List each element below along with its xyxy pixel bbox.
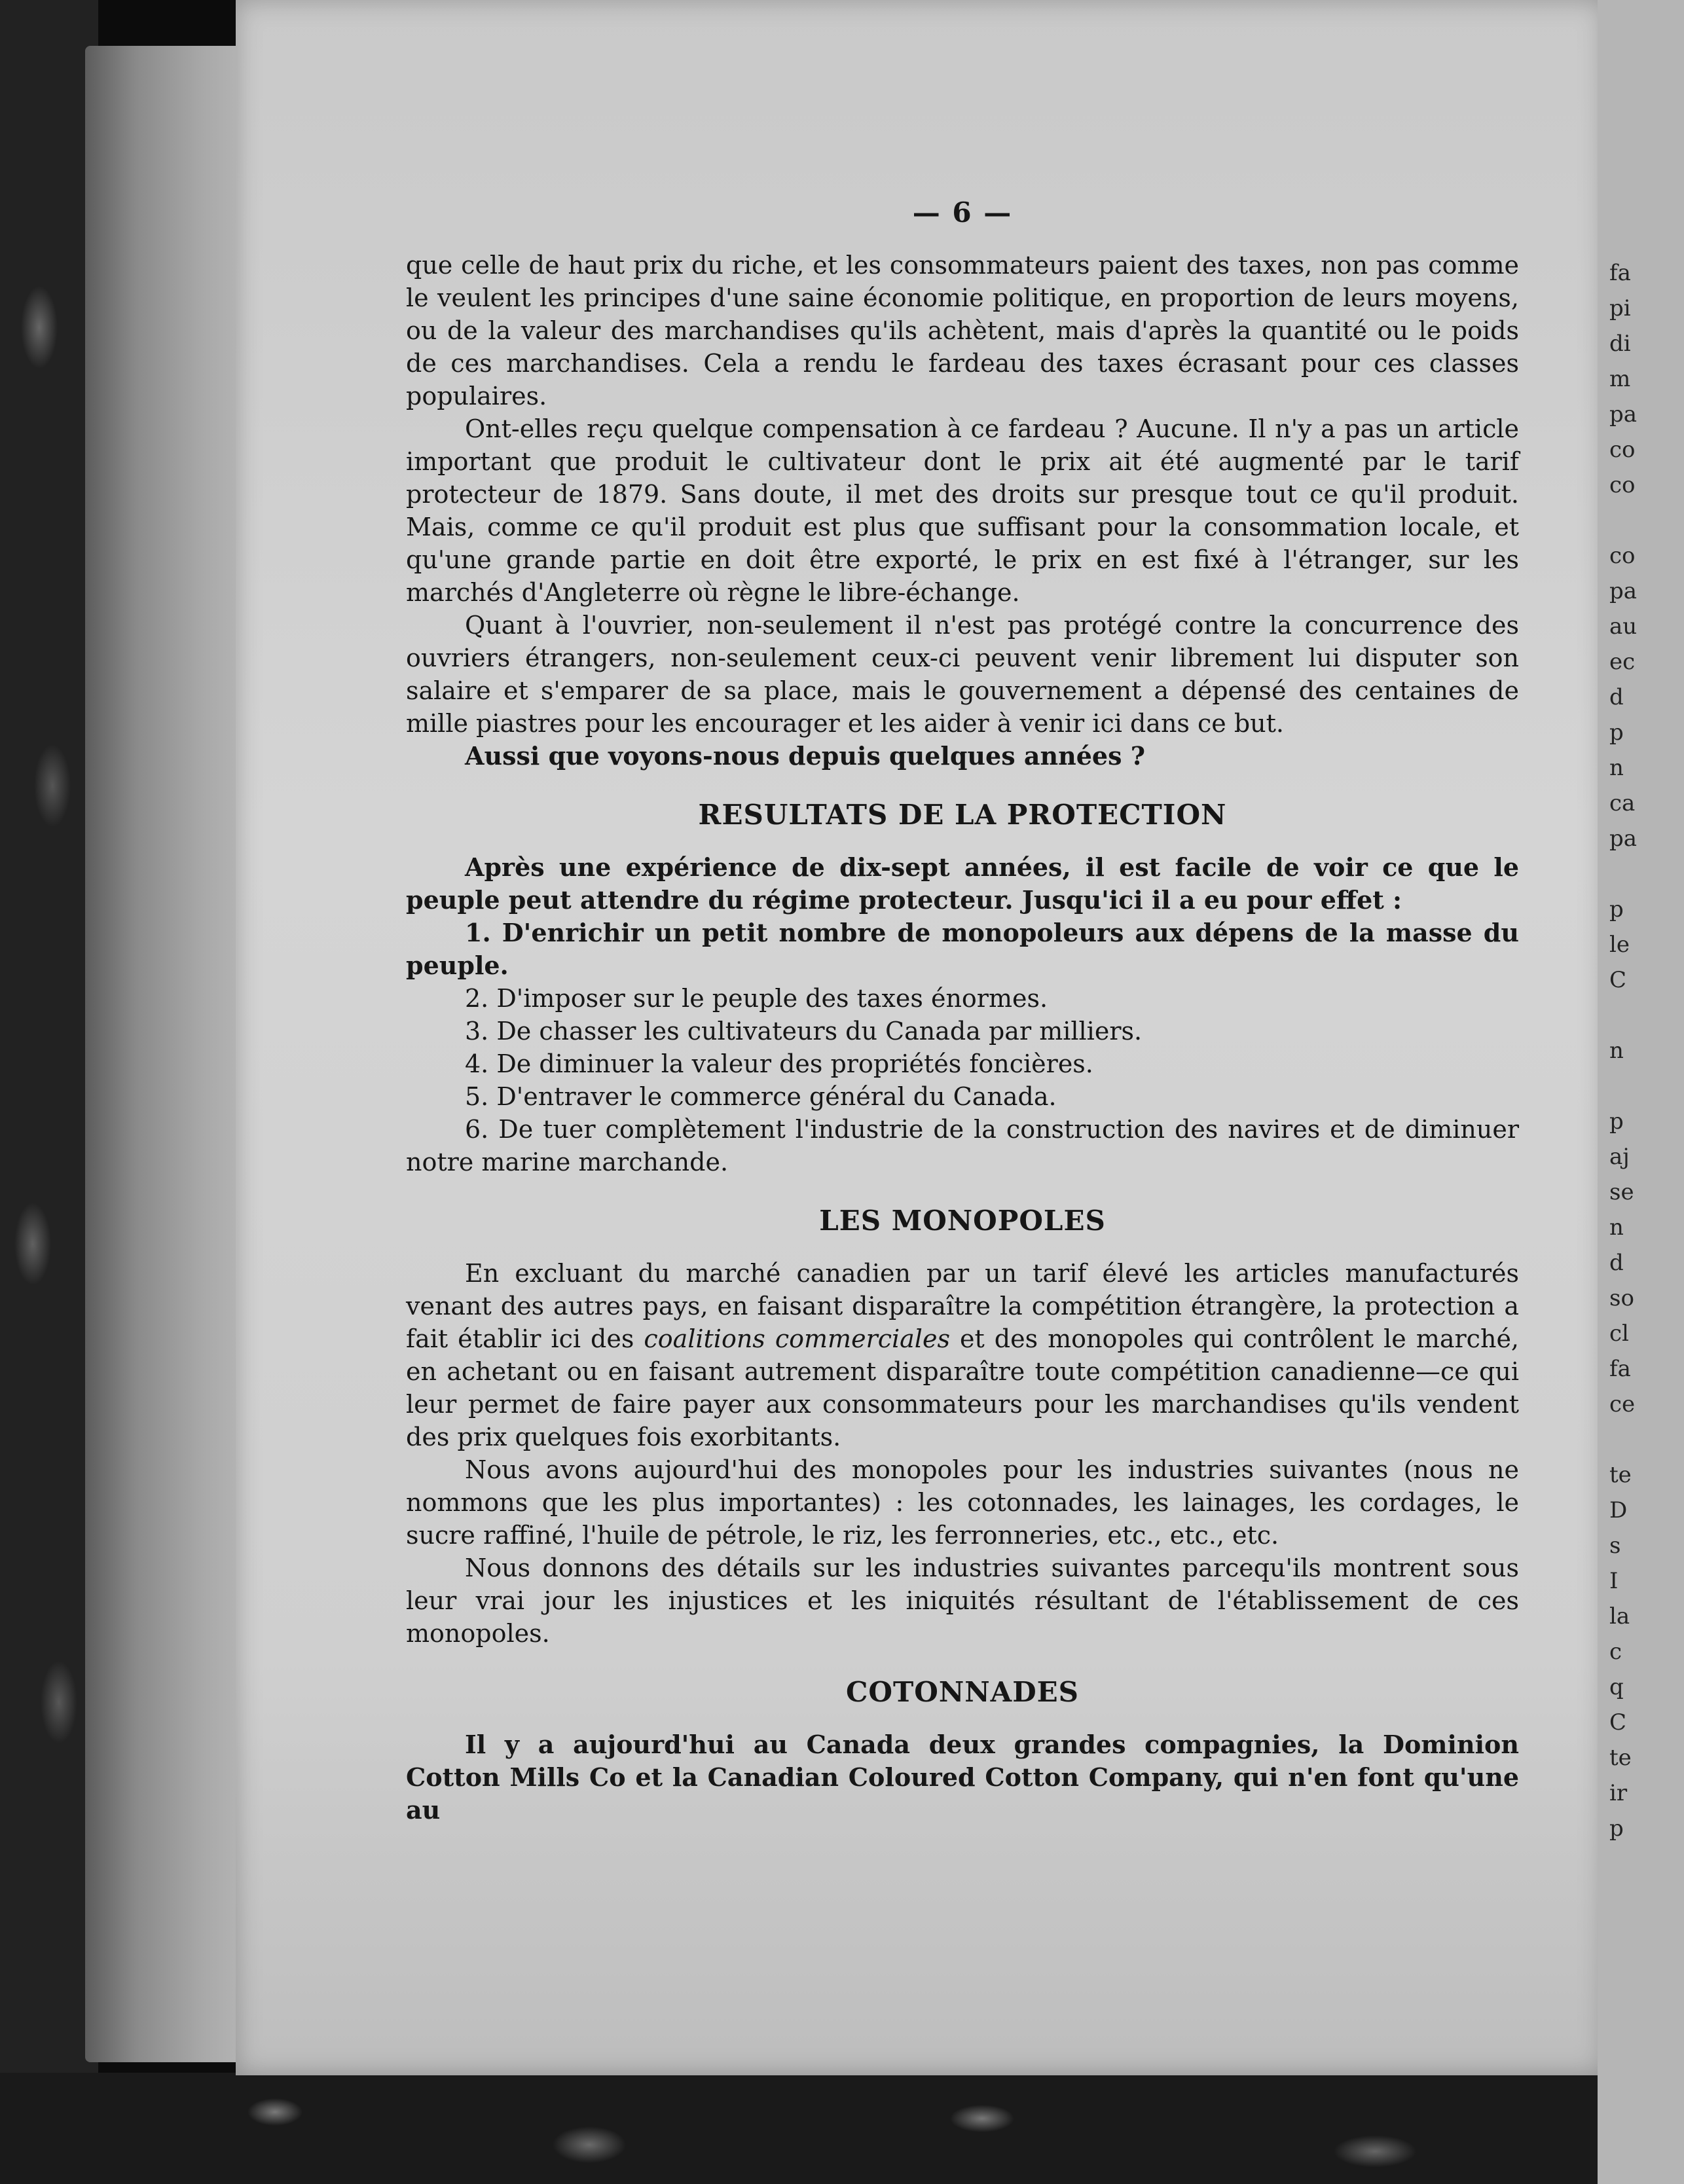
- list-item: 5. D'entraver le commerce général du Canada.: [465, 1082, 1057, 1111]
- facing-page-line: [1609, 503, 1684, 538]
- facing-page-line: di: [1609, 331, 1631, 357]
- paragraph: [406, 1257, 1519, 1453]
- facing-page-line: le: [1609, 932, 1630, 958]
- facing-page-line: m: [1609, 366, 1631, 392]
- paragraph: Ont-elles reçu quelque compensation à ce fardeau ? Aucune. Il n'y a pas un article important que produit le cultivateur dont le prix ait été augmenté par le tarif protecteur de 1879. Sans doute, il met des droits sur presque tout ce qu'il produit. Mais, comme ce qu'il produit est plus que suffisant pour la consommation locale, et qu'une grande partie en doit être exporté, le prix en est fixé à l'étranger, sur les marchés d'Angleterre où règne le libre-échange.: [406, 414, 1519, 607]
- list-item: 6. De tuer complètement l'industrie de la construction des navires et de diminuer notre marine marchande.: [406, 1115, 1519, 1176]
- facing-page-line: ir: [1609, 1780, 1628, 1806]
- facing-page-line: p: [1609, 1108, 1624, 1135]
- section-heading: RESULTATS DE LA PROTECTION: [698, 799, 1227, 831]
- emphasis: coalitions commerciales: [644, 1324, 950, 1353]
- list-item: 1. D'enrichir un petit nombre de monopoleurs aux dépens de la masse du peuple.: [406, 918, 1519, 980]
- facing-page-line: C: [1609, 1709, 1627, 1736]
- paragraph: Nous donnons des détails sur les industries suivantes parcequ'ils montrent sous leur vrai jour les injustices et les iniquités résultant de l'établissement de ces monopoles.: [406, 1554, 1519, 1648]
- facing-page-line: [1609, 1422, 1684, 1457]
- facing-page-line: ce: [1609, 1391, 1636, 1417]
- section-heading: COTONNADES: [846, 1676, 1079, 1708]
- effects-list: [406, 917, 1519, 1178]
- facing-page-line: co: [1609, 543, 1636, 569]
- facing-page-line: p: [1609, 1815, 1624, 1842]
- page-content: [406, 196, 1519, 1827]
- facing-page-line: C: [1609, 967, 1627, 993]
- facing-page-line: aj: [1609, 1144, 1630, 1170]
- facing-page-line: n: [1609, 1038, 1624, 1064]
- facing-page-line: I: [1609, 1568, 1619, 1594]
- paragraph: Nous avons aujourd'hui des monopoles pour les industries suivantes (nous ne nommons que les plus importantes) : les cotonnades, les lainages, les cordages, le sucre raffiné, l'huile de pétrole, le riz, les ferronneries, etc., etc., etc.: [406, 1455, 1519, 1550]
- facing-page-line: p: [1609, 719, 1624, 746]
- page-number: — 6 —: [912, 196, 1013, 228]
- facing-page-line: pa: [1609, 578, 1638, 604]
- paragraph: Il y a aujourd'hui au Canada deux grandes compagnies, la Dominion Cotton Mills Co et la Canadian Coloured Cotton Company, qui n'en font qu'une au: [406, 1730, 1519, 1825]
- facing-page-line: s: [1609, 1533, 1621, 1559]
- facing-page-line: ca: [1609, 790, 1636, 816]
- facing-page-line: se: [1609, 1179, 1634, 1205]
- list-item: 2. D'imposer sur le peuple des taxes énormes.: [465, 984, 1048, 1013]
- facing-page-line: q: [1609, 1674, 1624, 1700]
- facing-page-line: n: [1609, 1214, 1624, 1241]
- facing-page-line: co: [1609, 472, 1636, 498]
- facing-page-line: cl: [1609, 1320, 1629, 1347]
- paragraph: Quant à l'ouvrier, non-seulement il n'est pas protégé contre la concurrence des ouvriers étrangers, non-seulement ceux-ci peuvent venir librement lui disputer son salaire et s'emparer de sa place, mais le gouvernement a dépensé des centaines de mille piastres pour les encourager et les aider à venir ici dans ce but.: [406, 611, 1519, 738]
- facing-page-text: [1609, 255, 1684, 1846]
- facing-page-line: c: [1609, 1639, 1622, 1665]
- facing-page-line: [1609, 1068, 1684, 1104]
- background-marble-left: [0, 0, 98, 2184]
- facing-page-line: fa: [1609, 260, 1631, 286]
- previous-page-edge: [85, 46, 255, 2062]
- facing-page-line: p: [1609, 896, 1624, 922]
- facing-page-line: te: [1609, 1745, 1632, 1771]
- text-run: et des monopoles qui contrôlent le marché, en achetant ou en faisant autrement disparaître toute compétition canadienne—ce qui leur permet de faire payer aux consommateurs pour les marchandises qu'ils vendent des prix quelques fois exorbitants.: [406, 1324, 1520, 1451]
- facing-page-line: D: [1609, 1497, 1628, 1523]
- list-item: 3. De chasser les cultivateurs du Canada par milliers.: [465, 1017, 1143, 1046]
- facing-page-line: [1609, 998, 1684, 1033]
- facing-page-line: te: [1609, 1462, 1632, 1488]
- text-run: En excluant du marché canadien par un tarif élevé les articles manufacturés venant des autres pays, en faisant disparaître la compétition étrangère, la protection a fait établir ici des: [406, 1259, 1519, 1353]
- facing-page-line: pi: [1609, 295, 1631, 321]
- facing-page-line: au: [1609, 613, 1638, 640]
- facing-page-line: ec: [1609, 649, 1636, 675]
- facing-page-line: pa: [1609, 826, 1638, 852]
- facing-page-line: so: [1609, 1285, 1634, 1311]
- list-item: 4. De diminuer la valeur des propriétés foncières.: [465, 1049, 1093, 1078]
- facing-page-line: la: [1609, 1603, 1630, 1629]
- paragraph: Après une expérience de dix-sept années, il est facile de voir ce que le peuple peut attendre du régime protecteur. Jusqu'ici il a eu pour effet :: [406, 852, 1519, 915]
- facing-page-line: pa: [1609, 401, 1638, 428]
- facing-page-fragment: [1598, 0, 1684, 2184]
- facing-page-line: [1609, 856, 1684, 892]
- background-marble-bottom: [0, 2073, 1684, 2184]
- paragraph: que celle de haut prix du riche, et les consommateurs paient des taxes, non pas comme le veulent les principes d'une saine économie politique, en proportion de leurs moyens, ou de la valeur des marchandises qu'ils achètent, mais d'après la quantité ou le poids de ces marchandises. Cela a rendu le fardeau des taxes écrasant pour ces classes populaires.: [406, 251, 1519, 410]
- facing-page-line: d: [1609, 684, 1624, 710]
- facing-page-line: d: [1609, 1250, 1624, 1276]
- section-heading: LES MONOPOLES: [819, 1205, 1106, 1237]
- facing-page-line: co: [1609, 437, 1636, 463]
- facing-page-line: fa: [1609, 1356, 1631, 1382]
- paragraph: Aussi que voyons-nous depuis quelques années ?: [465, 741, 1145, 771]
- facing-page-line: n: [1609, 755, 1624, 781]
